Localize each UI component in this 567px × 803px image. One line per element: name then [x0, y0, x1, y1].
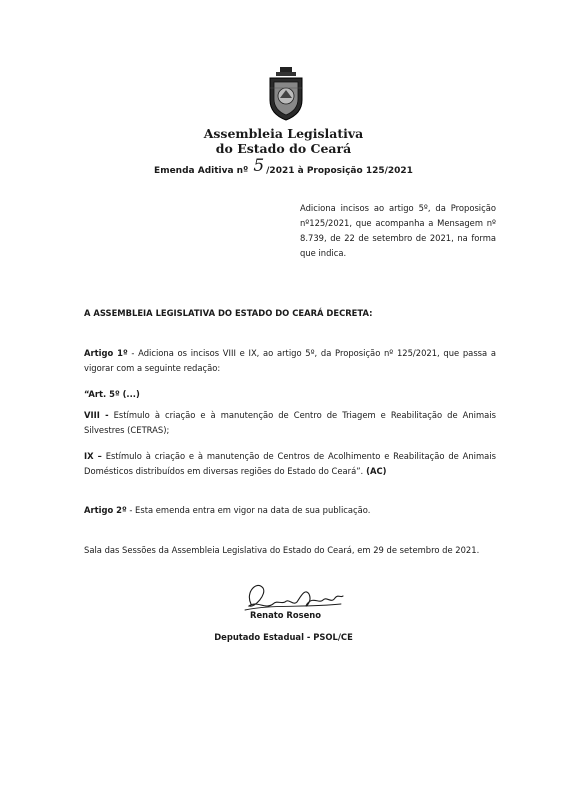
- inciso-ix-label: IX –: [84, 451, 102, 461]
- inciso-ix: [84, 449, 496, 479]
- art-5-title: “Art. 5º (...): [84, 389, 140, 399]
- amendment-suffix: /2021 à Proposição 125/2021: [266, 166, 413, 176]
- org-name-line1: Assembleia Legislativa: [203, 126, 364, 141]
- decreta-heading: A ASSEMBLEIA LEGISLATIVA DO ESTADO DO CEARÁ DECRETA:: [84, 308, 373, 318]
- org-name-line2: do Estado do Ceará: [215, 141, 352, 156]
- signatory-name: Renato Roseno: [250, 610, 321, 620]
- state-coat-of-arms-icon: [266, 66, 306, 122]
- sala-das-sessoes: Sala das Sessões da Assembleia Legislativa do Estado do Ceará, em 29 de setembro de 2021.: [84, 545, 480, 555]
- signatory-role: Deputado Estadual - PSOL/CE: [214, 632, 353, 642]
- inciso-viii-text: Estímulo à criação e à manutenção de Centro de Triagem e Reabilitação de Animais Silvestres (CETRAS);: [84, 410, 496, 435]
- artigo-2-label: Artigo 2º: [84, 505, 127, 515]
- amendment-prefix: Emenda Aditiva nº: [154, 166, 249, 176]
- ementa: Adiciona incisos ao artigo 5º, da Proposição nº125/2021, que acompanha a Mensagem nº 8.739, de 22 de setembro de 2021, na forma que indica.: [300, 203, 496, 258]
- inciso-ix-tag: (AC): [363, 466, 387, 476]
- amendment-number: 5: [253, 156, 265, 176]
- amendment-title: [0, 156, 567, 179]
- inciso-ix-text: Estímulo à criação e à manutenção de Centros de Acolhimento e Reabilitação de Animais Domésticos distribuídos em diversas regiões do Estado do Ceará”.: [84, 451, 496, 476]
- artigo-1: [84, 346, 496, 376]
- inciso-viii: [84, 408, 496, 438]
- artigo-2: [84, 503, 496, 518]
- inciso-viii-label: VIII -: [84, 410, 109, 420]
- artigo-1-text: - Adiciona os incisos VIII e IX, ao artigo 5º, da Proposição nº 125/2021, que passa a vigorar com a seguinte redação:: [84, 348, 496, 373]
- artigo-2-text: - Esta emenda entra em vigor na data de sua publicação.: [126, 505, 371, 515]
- artigo-1-label: Artigo 1º: [84, 348, 128, 358]
